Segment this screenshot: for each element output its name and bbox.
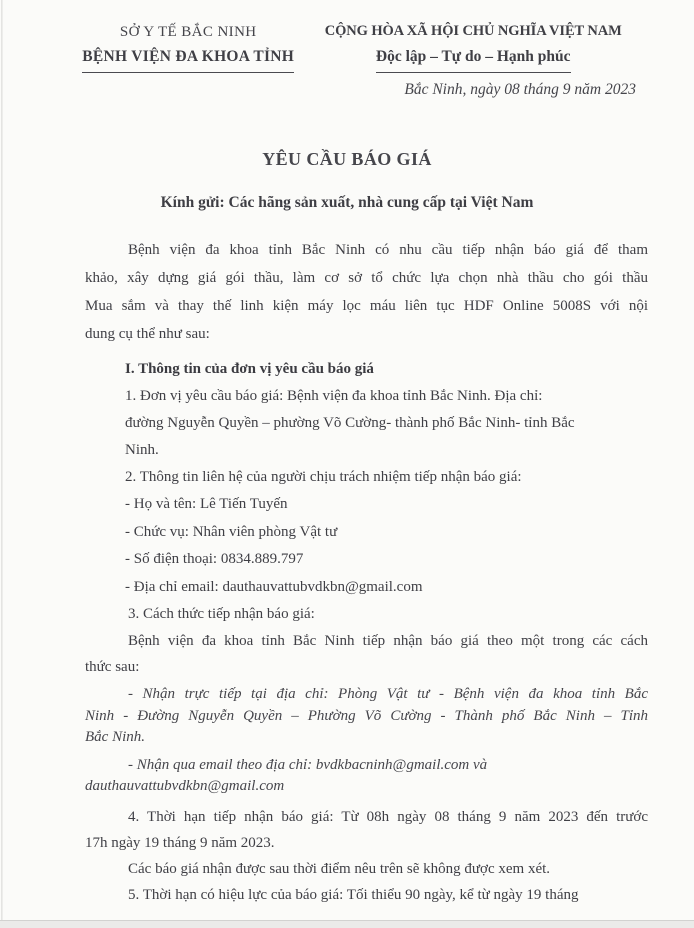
text-line: 17h ngày 19 tháng 9 năm 2023.: [85, 834, 275, 851]
item-2-contact-heading: 2. Thông tin liên hệ của người chịu trách nhiệm tiếp nhận báo giá:: [125, 469, 522, 485]
method-direct-delivery: [85, 684, 648, 749]
contact-name: - Họ và tên: Lê Tiến Tuyến: [125, 496, 288, 512]
scan-left-edge: [1, 0, 3, 928]
text-line: 4. Thời hạn tiếp nhận báo giá: Từ 08h ngày 08 tháng 9 năm 2023 đến trước: [128, 808, 648, 825]
text-line: Ninh - Đường Nguyễn Quyền – Phường Võ Cường - Thành phố Bắc Ninh – Tỉnh: [85, 707, 648, 724]
document-body: [85, 236, 648, 908]
text-line: Bệnh viện đa khoa tỉnh Bắc Ninh có nhu cầu tiếp nhận báo giá để tham: [128, 242, 648, 258]
text-line: Bắc Ninh.: [85, 729, 145, 745]
issuing-agency-block: [68, 20, 308, 103]
agency-name: BỆNH VIỆN ĐA KHOA TỈNH: [68, 44, 308, 73]
national-motto-block: [308, 20, 638, 103]
item-5-validity: 5. Thời hạn có hiệu lực của báo giá: Tối thiểu 90 ngày, kể từ ngày 19 tháng: [128, 886, 579, 903]
item-1-requesting-unit: [125, 383, 648, 464]
salutation-line: Kính gửi: Các hãng sản xuất, nhà cung cấp tại Việt Nam: [160, 194, 534, 211]
document-title: YÊU CẦU BÁO GIÁ: [262, 149, 432, 169]
item-4-note: Các báo giá nhận được sau thời điểm nêu trên sẽ không được xem xét.: [128, 860, 551, 877]
item-3-heading: 3. Cách thức tiếp nhận báo giá:: [128, 606, 315, 622]
text-line: Ninh.: [125, 442, 159, 458]
agency-parent-name: SỞ Y TẾ BẮC NINH: [119, 24, 257, 40]
intro-paragraph: [85, 236, 648, 348]
document-header: [0, 0, 694, 103]
item-4-deadline: [85, 804, 648, 856]
national-motto: Độc lập – Tự do – Hạnh phúc: [308, 44, 638, 73]
scan-bottom-edge: [0, 920, 694, 928]
method-email-delivery: [85, 755, 648, 798]
place-date-line: Bắc Ninh, ngày 08 tháng 9 năm 2023: [404, 81, 636, 98]
text-line: đường Nguyễn Quyền – phường Võ Cường- thành phố Bắc Ninh- tỉnh Bắc: [125, 415, 575, 431]
text-line: khảo, xây dựng giá gói thầu, làm cơ sở tổ chức lựa chọn nhà thầu cho gói thầu: [85, 270, 648, 286]
text-line: - Nhận qua email theo địa chỉ: bvdkbacninh@gmail.com và: [128, 756, 488, 773]
text-line: dung cụ thể như sau:: [85, 326, 210, 342]
text-line: 1. Đơn vị yêu cầu báo giá: Bệnh viện đa khoa tỉnh Bắc Ninh. Địa chỉ:: [125, 388, 543, 404]
text-line: Mua sắm và thay thế linh kiện máy lọc máu liên tục HDF Online 5008S với nội: [85, 298, 648, 314]
text-line: dauthauvattubvdkbn@gmail.com: [85, 778, 285, 794]
contact-email: - Địa chỉ email: dauthauvattubvdkbn@gmail.com: [125, 578, 423, 595]
national-title: CỘNG HÒA XÃ HỘI CHỦ NGHĨA VIỆT NAM: [324, 23, 622, 39]
contact-phone: - Số điện thoại: 0834.889.797: [125, 551, 304, 567]
text-line: thức sau:: [85, 659, 140, 675]
item-3-intro: [85, 628, 648, 680]
contact-details: [85, 491, 648, 601]
text-line: Bệnh viện đa khoa tỉnh Bắc Ninh tiếp nhận báo giá theo một trong các cách: [128, 633, 648, 649]
text-line: - Nhận trực tiếp tại địa chỉ: Phòng Vật tư - Bệnh viện đa khoa tỉnh Bắc: [128, 686, 648, 702]
section-1-heading: I. Thông tin của đơn vị yêu cầu báo giá: [125, 361, 374, 377]
contact-position: - Chức vụ: Nhân viên phòng Vật tư: [125, 523, 338, 540]
